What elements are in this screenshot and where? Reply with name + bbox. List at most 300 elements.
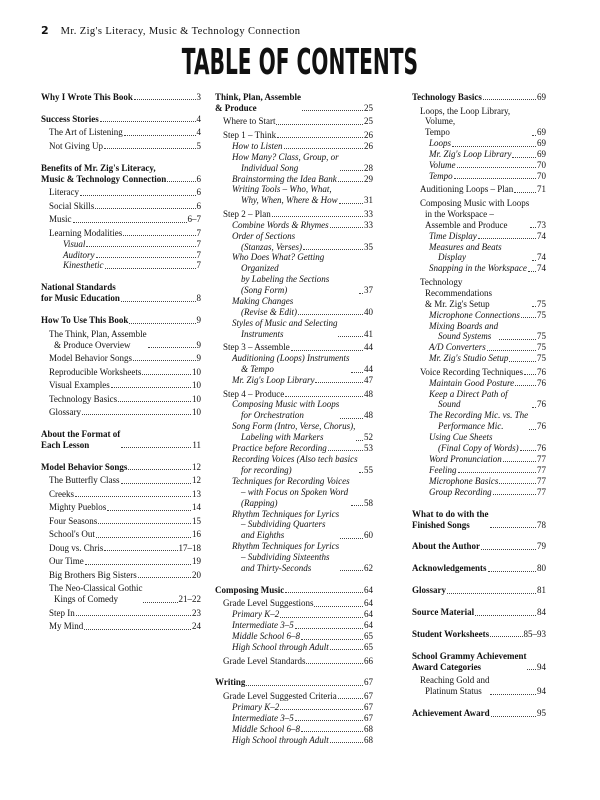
dot-leader <box>330 742 363 743</box>
toc-entry <box>412 367 546 378</box>
dot-leader <box>532 135 536 136</box>
dot-leader <box>96 537 191 538</box>
entry-page-number: 75 <box>537 342 546 353</box>
dot-leader <box>351 505 363 506</box>
toc-entry <box>412 353 546 364</box>
entry-page-number: 76 <box>537 421 546 432</box>
toc-entry <box>41 214 201 225</box>
toc-entry <box>41 556 201 567</box>
toc-section <box>412 651 546 697</box>
entry-title: Think, Plan, Assemble & Produce <box>215 92 302 113</box>
page-number: 2 <box>41 24 49 37</box>
entry-title: Four Seasons <box>49 515 98 526</box>
entry-title: School's Out <box>49 529 95 540</box>
entry-page-number: 33 <box>364 208 373 219</box>
entry-title: Student Worksheets <box>412 629 490 640</box>
entry-title: Technology Recommendations & Mr. Zig's Setup <box>420 276 492 309</box>
dot-leader <box>315 382 363 383</box>
toc-section <box>412 585 546 596</box>
entry-page-number: 9 <box>196 353 201 364</box>
entry-title: Making Changes (Revise & Edit) <box>232 296 297 317</box>
entry-page-number: 37 <box>364 285 373 296</box>
entry-page-number: 6 <box>196 187 201 198</box>
toc-section <box>412 541 546 552</box>
entry-page-number: 64 <box>364 598 373 609</box>
dot-leader <box>509 361 536 362</box>
dot-leader <box>75 496 191 497</box>
toc-entry <box>215 656 373 667</box>
toc-heading-entry <box>41 163 201 185</box>
entry-title: Model Behavior Songs <box>41 461 128 472</box>
dot-leader <box>493 494 536 495</box>
dot-leader <box>143 602 177 603</box>
entry-page-number: 69 <box>537 138 546 149</box>
entry-page-number: 3 <box>196 92 201 102</box>
entry-page-number: 9 <box>196 315 201 326</box>
entry-title: Composing Music <box>215 584 285 595</box>
toc-entry <box>215 421 373 443</box>
dot-leader <box>133 360 196 361</box>
entry-title: Primary K–2 <box>232 701 280 712</box>
entry-title: Literacy <box>49 187 79 198</box>
toc-heading-entry <box>412 563 546 574</box>
toc-entry <box>41 502 201 513</box>
entry-title: Achievement Award <box>412 708 490 719</box>
entry-title: Composing Music with Loops for Orchestration <box>232 399 340 421</box>
entry-title: Styles of Music and Selecting Instruments <box>232 317 338 339</box>
entry-page-number: 67 <box>364 690 373 701</box>
entry-title: About the Author <box>412 541 481 552</box>
entry-page-number: 40 <box>364 307 373 317</box>
toc-heading-entry <box>412 541 546 552</box>
toc-entry <box>412 465 546 476</box>
dot-leader <box>138 577 191 578</box>
entry-title: Step 4 – Produce <box>223 388 285 399</box>
entry-title: The Art of Listening <box>49 127 123 138</box>
toc-entry <box>215 141 373 152</box>
dot-leader <box>291 350 363 351</box>
dot-leader <box>104 550 177 551</box>
dot-leader <box>338 698 363 699</box>
dot-leader <box>338 181 363 182</box>
entry-page-number: 81 <box>537 585 546 596</box>
toc-entry <box>41 621 201 632</box>
entry-page-number: 21–22 <box>178 594 201 605</box>
entry-title: A/D Converters <box>429 342 486 353</box>
entry-title: Rhythm Techniques for Lyrics – Subdividing Quarters and Eighths <box>232 508 340 541</box>
entry-page-number: 65 <box>364 631 373 642</box>
dot-leader <box>118 401 191 402</box>
toc-entry <box>412 138 546 149</box>
entry-title: Learning Modalities <box>49 227 123 238</box>
entry-title: Writing Tools – Who, What, Why, When, Where & How <box>232 184 338 206</box>
entry-page-number: 75 <box>537 309 546 320</box>
entry-page-number: 76 <box>537 366 546 377</box>
entry-page-number: 5 <box>196 140 201 151</box>
entry-page-number: 14 <box>192 502 201 513</box>
entry-page-number: 68 <box>364 723 373 734</box>
toc-heading-entry <box>41 92 201 103</box>
entry-title: Snapping in the Workspace <box>429 263 527 274</box>
entry-page-number: 76 <box>537 399 546 410</box>
entry-title: Auditioning (Loops) Instruments & Tempo <box>232 353 350 375</box>
toc-entry <box>41 516 201 527</box>
toc-entry <box>412 160 546 171</box>
dot-leader <box>499 483 536 484</box>
entry-title: School Grammy Achievement Award Categories <box>412 650 527 672</box>
entry-title: Intermediate 3–5 <box>232 620 294 631</box>
entry-page-number: 68 <box>364 734 373 745</box>
toc-entry <box>215 443 373 454</box>
dot-leader <box>330 227 363 228</box>
entry-page-number: 64 <box>364 609 373 620</box>
toc-section <box>41 163 201 272</box>
entry-page-number: 52 <box>364 432 373 443</box>
toc-entry <box>215 598 373 609</box>
toc-heading-entry <box>215 92 373 114</box>
dot-leader <box>340 418 363 419</box>
entry-title: Word Pronunciation <box>429 453 502 464</box>
toc-heading-entry <box>412 509 546 531</box>
toc-entry <box>215 399 373 421</box>
entry-page-number: 19 <box>192 556 201 567</box>
entry-page-number: 69 <box>537 149 546 160</box>
entry-page-number: 25 <box>364 102 373 113</box>
dot-leader <box>457 167 537 168</box>
toc-entry <box>412 410 546 432</box>
entry-title: Visual <box>63 238 86 249</box>
dot-leader <box>314 606 363 607</box>
toc-entry <box>215 735 373 746</box>
entry-page-number: 17–18 <box>178 542 201 553</box>
toc-entry <box>412 184 546 195</box>
entry-page-number: 62 <box>364 563 373 574</box>
dot-leader <box>303 249 363 250</box>
entry-page-number: 71 <box>537 184 546 195</box>
toc-section <box>215 92 373 574</box>
toc-section <box>41 315 201 418</box>
dot-leader <box>530 227 536 228</box>
toc-heading-entry <box>412 585 546 596</box>
toc-heading-entry <box>41 114 201 125</box>
dot-leader <box>85 564 191 565</box>
dot-leader <box>328 450 363 451</box>
entry-page-number: 12 <box>192 475 201 486</box>
toc-entry <box>41 407 201 418</box>
toc-entry <box>41 608 201 619</box>
dot-leader <box>107 510 191 511</box>
entry-page-number: 78 <box>537 519 546 530</box>
dot-leader <box>128 469 191 470</box>
entry-page-number: 58 <box>364 497 373 508</box>
toc-entry <box>412 321 546 343</box>
toc-entry <box>41 489 201 500</box>
dot-leader <box>483 99 536 100</box>
dot-leader <box>98 523 191 524</box>
entry-page-number: 67 <box>364 701 373 712</box>
entry-page-number: 75 <box>537 331 546 342</box>
toc-entry <box>215 609 373 620</box>
entry-title: Microphone Basics <box>429 475 499 486</box>
entry-title: Loops <box>429 138 452 149</box>
dot-leader <box>351 372 363 373</box>
toc-section <box>412 708 546 719</box>
toc-entry <box>215 713 373 724</box>
entry-title: Technology Basics <box>412 92 482 102</box>
entry-title: Time Display <box>429 230 477 241</box>
entry-page-number: 6–7 <box>187 214 201 225</box>
entry-page-number: 44 <box>364 364 373 375</box>
entry-page-number: 73 <box>537 219 546 230</box>
entry-title: The Think, Plan, Assemble & Produce Overview <box>49 328 147 350</box>
entry-title: Step 1 – Think <box>223 129 277 140</box>
entry-title: Model Behavior Songs <box>49 353 132 364</box>
entry-page-number: 66 <box>364 655 373 666</box>
entry-title: Techniques for Recording Voices – with Focus on Spoken Word (Rapping) <box>232 475 350 508</box>
toc-entry <box>41 570 201 581</box>
dot-leader <box>503 461 536 462</box>
entry-page-number: 75 <box>537 298 546 309</box>
dot-leader <box>447 593 536 594</box>
toc-heading-entry <box>412 708 546 719</box>
entry-title: Intermediate 3–5 <box>232 712 294 723</box>
dot-leader <box>301 639 363 640</box>
dot-leader <box>458 472 537 473</box>
toc-entry <box>41 127 201 138</box>
entry-title: The Neo-Classical Gothic Kings of Comedy <box>49 583 143 605</box>
entry-page-number: 8 <box>196 293 201 304</box>
dot-leader <box>528 271 536 272</box>
entry-title: Glossary <box>412 585 447 596</box>
toc-entry <box>215 209 373 220</box>
entry-page-number: 53 <box>364 443 373 454</box>
toc-entry <box>41 141 201 152</box>
entry-title: Order of Sections (Stanzas, Verses) <box>232 230 302 252</box>
entry-page-number: 35 <box>364 241 373 252</box>
entry-page-number: 29 <box>364 173 373 184</box>
entry-page-number: 13 <box>192 488 201 499</box>
toc-heading-entry <box>41 462 201 473</box>
dot-leader <box>532 306 536 307</box>
entry-title: Keep a Direct Path of Sound <box>429 388 508 410</box>
toc-entry <box>41 239 201 250</box>
entry-title: Benefits of Mr. Zig's Literacy, Music & Technology Connection <box>41 162 167 184</box>
entry-title: Mr. Zig's Studio Setup <box>429 353 509 364</box>
entry-title: Volume <box>429 160 456 171</box>
dot-leader <box>359 472 363 473</box>
entry-title: Rhythm Techniques for Lyrics – Subdividing Sixteenths and Thirty-Seconds <box>232 541 340 574</box>
entry-title: Mr. Zig's Loop Library <box>232 375 315 386</box>
toc-entry <box>215 476 373 509</box>
toc-entry <box>215 220 373 231</box>
toc-entry <box>215 642 373 653</box>
toc-entry <box>41 329 201 351</box>
dot-leader <box>529 429 536 430</box>
dot-leader <box>490 694 536 695</box>
dot-leader <box>96 257 196 258</box>
entry-title: Practice before Recording <box>232 443 327 454</box>
dot-leader <box>487 350 536 351</box>
toc-entry <box>412 149 546 160</box>
entry-title: Auditory <box>63 249 95 260</box>
toc-heading-entry <box>412 651 546 673</box>
toc-heading-entry <box>412 92 546 103</box>
toc-entry <box>41 228 201 239</box>
dot-leader <box>490 636 522 637</box>
entry-page-number: 67 <box>364 677 373 688</box>
toc-column-1 <box>41 92 201 643</box>
entry-title: Kinesthetic <box>63 260 104 271</box>
dot-leader <box>111 387 191 388</box>
entry-page-number: 9 <box>196 339 201 350</box>
entry-title: How to Listen <box>232 140 283 151</box>
dot-leader <box>520 450 536 451</box>
dot-leader <box>272 216 363 217</box>
page-title: TABLE OF CONTENTS <box>181 42 419 83</box>
dot-leader <box>512 157 536 158</box>
entry-page-number: 26 <box>364 129 373 140</box>
dot-leader <box>295 628 363 629</box>
dot-leader <box>532 260 536 261</box>
running-header <box>41 24 300 37</box>
toc-heading-entry <box>215 585 373 596</box>
entry-page-number: 47 <box>364 375 373 386</box>
entry-page-number: 77 <box>537 453 546 464</box>
toc-entry <box>41 187 201 198</box>
toc-entry <box>412 487 546 498</box>
entry-page-number: 12 <box>192 461 201 472</box>
dot-leader <box>167 181 195 182</box>
entry-title: My Mind <box>49 621 84 632</box>
toc-entry <box>215 691 373 702</box>
toc-heading-entry <box>41 429 201 451</box>
entry-page-number: 41 <box>364 328 373 339</box>
entry-page-number: 74 <box>537 230 546 241</box>
entry-title: Measures and Beats Display <box>429 241 502 263</box>
entry-title: National Standards for Music Education <box>41 282 120 304</box>
toc-entry <box>41 543 201 554</box>
toc-entry <box>215 702 373 713</box>
toc-column-3 <box>412 92 546 730</box>
entry-title: Grade Level Suggestions <box>223 598 314 609</box>
entry-title: Doug vs. Chris <box>49 542 104 553</box>
entry-title: Why I Wrote This Book <box>41 92 133 102</box>
entry-title: Mixing Boards and Sound Systems <box>429 320 499 342</box>
dot-leader <box>532 407 536 408</box>
toc-entry <box>412 389 546 411</box>
dot-leader <box>142 374 191 375</box>
entry-title: Step 2 – Plan <box>223 208 271 219</box>
entry-title: What to do with the Finished Songs <box>412 508 489 530</box>
dot-leader <box>338 336 363 337</box>
toc-section <box>41 92 201 103</box>
entry-page-number: 64 <box>364 584 373 595</box>
toc-entry <box>412 198 546 231</box>
dot-leader <box>105 268 196 269</box>
entry-title: Reproducible Worksheets <box>49 366 142 377</box>
toc-heading-entry <box>215 677 373 688</box>
dot-leader <box>301 731 363 732</box>
entry-title: Step 3 – Assemble <box>223 342 290 353</box>
entry-page-number: 75 <box>537 353 546 364</box>
entry-page-number: 70 <box>537 160 546 171</box>
entry-title: High School through Adult <box>232 734 329 745</box>
toc-entry <box>41 353 201 364</box>
entry-title: High School through Adult <box>232 642 329 653</box>
entry-page-number: 4 <box>196 113 201 124</box>
dot-leader <box>339 203 363 204</box>
dot-leader <box>276 124 363 125</box>
entry-title: Voice Recording Techniques <box>420 366 524 377</box>
toc-entry <box>412 242 546 264</box>
entry-page-number: 74 <box>537 252 546 263</box>
entry-page-number: 64 <box>364 620 373 631</box>
toc-entry <box>412 277 546 310</box>
toc-entry <box>215 252 373 296</box>
toc-entry <box>412 432 546 454</box>
entry-page-number: 15 <box>192 515 201 526</box>
toc-section <box>412 92 546 498</box>
toc-heading-entry <box>41 282 201 304</box>
dot-leader <box>330 649 363 650</box>
entry-title: How To Use This Book <box>41 315 129 326</box>
dot-leader <box>340 538 363 539</box>
dot-leader <box>490 527 536 528</box>
toc-entry <box>215 296 373 318</box>
dot-leader <box>82 414 191 415</box>
entry-title: Writing <box>215 677 246 688</box>
dot-leader <box>478 238 536 239</box>
entry-page-number: 10 <box>192 366 201 377</box>
entry-title: The Recording Mic. vs. The Performance Mic. <box>429 410 529 432</box>
entry-page-number: 11 <box>192 439 201 450</box>
dot-leader <box>76 615 191 616</box>
entry-title: Who Does What? Getting Organized by Labeling the Sections (Song Form) <box>232 252 330 296</box>
entry-title: Acknowledgements <box>412 563 487 574</box>
toc-entry <box>215 509 373 542</box>
toc-entry <box>41 367 201 378</box>
book-title: Mr. Zig's Literacy, Music & Technology Connection <box>60 26 301 37</box>
entry-page-number: 65 <box>364 642 373 653</box>
entry-title: Technology Basics <box>49 393 118 404</box>
toc-entry <box>215 130 373 141</box>
entry-title: Primary K–2 <box>232 609 280 620</box>
toc-entry <box>215 724 373 735</box>
dot-leader <box>356 440 363 441</box>
toc-entry <box>215 353 373 375</box>
toc-section <box>215 677 373 745</box>
entry-title: Visual Examples <box>49 380 110 391</box>
entry-page-number: 48 <box>364 388 373 399</box>
toc-entry <box>215 631 373 642</box>
toc-entry <box>215 152 373 174</box>
entry-title: Brainstorming the Idea Bank <box>232 173 337 184</box>
entry-title: Step In <box>49 607 75 618</box>
dot-leader <box>104 148 196 149</box>
toc-entry <box>41 529 201 540</box>
entry-title: Creeks <box>49 488 74 499</box>
toc-entry <box>215 342 373 353</box>
toc-heading-entry <box>41 315 201 326</box>
toc-entry <box>412 231 546 242</box>
dot-leader <box>80 195 196 196</box>
toc-entry <box>412 106 546 139</box>
dot-leader <box>452 146 536 147</box>
dot-leader <box>285 396 363 397</box>
entry-title: Microphone Connections <box>429 309 520 320</box>
dot-leader <box>524 374 536 375</box>
toc-section <box>41 114 201 152</box>
